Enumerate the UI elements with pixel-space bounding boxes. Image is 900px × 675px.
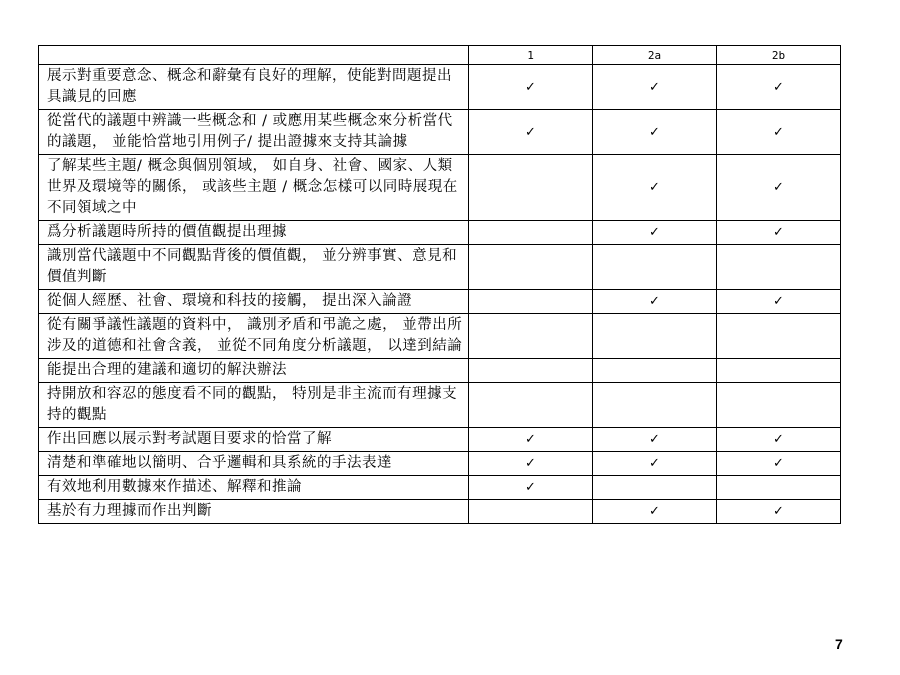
mark-cell-2b — [717, 65, 841, 110]
mark-cell-2a — [593, 314, 717, 359]
check-icon: ✓ — [773, 294, 784, 309]
check-icon: ✓ — [649, 504, 660, 519]
check-icon: ✓ — [525, 432, 536, 447]
mark-cell-2b — [717, 476, 841, 500]
criterion-text: 有效地利用數據來作描述、解釋和推論 — [39, 476, 469, 500]
check-icon: ✓ — [773, 225, 784, 240]
criterion-text: 展示對重要意念、概念和辭彙有良好的理解，使能對問題提出具識見的回應 — [39, 65, 469, 110]
check-icon: ✓ — [649, 124, 660, 140]
check-icon: ✓ — [649, 225, 660, 240]
criterion-text: 作出回應以展示對考試題目要求的恰當了解 — [39, 428, 469, 452]
check-icon: ✓ — [525, 124, 536, 140]
criteria-table — [38, 45, 841, 524]
criterion-text: 基於有力理據而作出判斷 — [39, 500, 469, 524]
criterion-text: 清楚和準確地以簡明、合乎邏輯和具系統的手法表達 — [39, 452, 469, 476]
header-criteria — [39, 46, 469, 65]
criterion-text: 識別當代議題中不同觀點背後的價值觀， 並分辨事實、意見和價值判斷 — [39, 245, 469, 290]
criterion-text: 持開放和容忍的態度看不同的觀點， 特別是非主流而有理據支持的觀點 — [39, 383, 469, 428]
criterion-text: 能提出合理的建議和適切的解決辦法 — [39, 359, 469, 383]
table-body — [39, 65, 841, 524]
mark-cell-2a — [593, 221, 717, 245]
check-icon: ✓ — [649, 432, 660, 447]
table-row — [39, 500, 841, 524]
mark-cell-1 — [469, 452, 593, 476]
header-paper-2b: 2b — [717, 46, 841, 65]
mark-cell-2b — [717, 290, 841, 314]
table-row — [39, 221, 841, 245]
table-row — [39, 428, 841, 452]
check-icon: ✓ — [773, 124, 784, 140]
mark-cell-2a — [593, 245, 717, 290]
mark-cell-2a — [593, 65, 717, 110]
mark-cell-2b — [717, 110, 841, 155]
table-row — [39, 110, 841, 155]
header-paper-1: 1 — [469, 46, 593, 65]
criterion-text: 從當代的議題中辨識一些概念和 / 或應用某些概念來分析當代的議題， 並能恰當地引用例子/ 提出證據來支持其論據 — [39, 110, 469, 155]
mark-cell-2a — [593, 476, 717, 500]
mark-cell-2b — [717, 245, 841, 290]
table-row — [39, 359, 841, 383]
mark-cell-1 — [469, 65, 593, 110]
page-number: 7 — [835, 636, 843, 652]
mark-cell-1 — [469, 359, 593, 383]
mark-cell-2b — [717, 452, 841, 476]
criterion-text: 從個人經歷、社會、環境和科技的接觸， 提出深入論證 — [39, 290, 469, 314]
criterion-text: 了解某些主題/ 概念與個別領域， 如自身、社會、國家、人類世界及環境等的關係， 或該些主題 / 概念怎樣可以同時展現在不同領域之中 — [39, 155, 469, 221]
mark-cell-2a — [593, 500, 717, 524]
check-icon: ✓ — [773, 504, 784, 519]
check-icon: ✓ — [773, 79, 784, 95]
mark-cell-1 — [469, 476, 593, 500]
criterion-text: 爲分析議題時所持的價值觀提出理據 — [39, 221, 469, 245]
header-paper-2a: 2a — [593, 46, 717, 65]
mark-cell-2a — [593, 155, 717, 221]
check-icon: ✓ — [649, 180, 660, 195]
check-icon: ✓ — [773, 456, 784, 471]
mark-cell-2b — [717, 155, 841, 221]
table-row — [39, 314, 841, 359]
criterion-text: 從有關爭議性議題的資料中， 識別矛盾和弔詭之處， 並帶出所涉及的道德和社會含義， 並從不同角度分析議題， 以達到結論 — [39, 314, 469, 359]
table-row — [39, 155, 841, 221]
check-icon: ✓ — [525, 79, 536, 95]
mark-cell-2a — [593, 383, 717, 428]
check-icon: ✓ — [649, 79, 660, 95]
mark-cell-2b — [717, 428, 841, 452]
table-row — [39, 383, 841, 428]
mark-cell-2b — [717, 221, 841, 245]
mark-cell-1 — [469, 110, 593, 155]
mark-cell-2a — [593, 359, 717, 383]
mark-cell-2a — [593, 428, 717, 452]
table-row — [39, 290, 841, 314]
check-icon: ✓ — [649, 294, 660, 309]
table-header-row — [39, 46, 841, 65]
check-icon: ✓ — [649, 456, 660, 471]
mark-cell-2a — [593, 290, 717, 314]
check-icon: ✓ — [525, 456, 536, 471]
mark-cell-1 — [469, 428, 593, 452]
mark-cell-1 — [469, 290, 593, 314]
mark-cell-2b — [717, 383, 841, 428]
check-icon: ✓ — [773, 180, 784, 195]
table-row — [39, 245, 841, 290]
mark-cell-2b — [717, 314, 841, 359]
check-icon: ✓ — [773, 432, 784, 447]
mark-cell-1 — [469, 221, 593, 245]
mark-cell-1 — [469, 245, 593, 290]
mark-cell-2a — [593, 110, 717, 155]
mark-cell-1 — [469, 500, 593, 524]
check-icon: ✓ — [525, 480, 536, 495]
mark-cell-1 — [469, 155, 593, 221]
mark-cell-2b — [717, 359, 841, 383]
table-row — [39, 65, 841, 110]
table-row — [39, 476, 841, 500]
table-row — [39, 452, 841, 476]
mark-cell-2a — [593, 452, 717, 476]
mark-cell-2b — [717, 500, 841, 524]
mark-cell-1 — [469, 383, 593, 428]
mark-cell-1 — [469, 314, 593, 359]
